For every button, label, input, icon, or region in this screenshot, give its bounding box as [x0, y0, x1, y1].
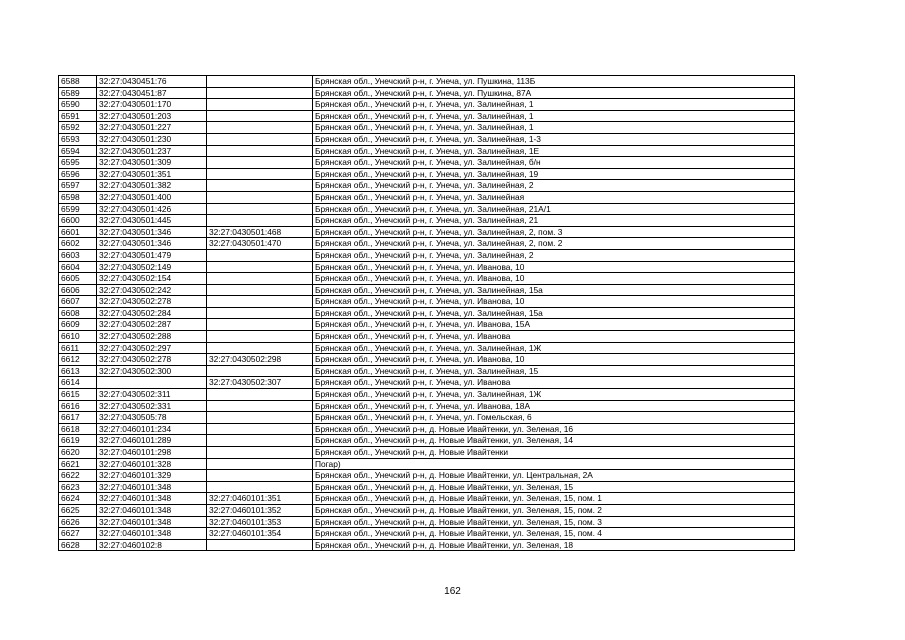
row-number-cell: 6588	[59, 76, 97, 88]
related-cadastral-number-cell: 32:27:0430501:470	[207, 238, 313, 250]
related-cadastral-number-cell	[207, 87, 313, 99]
table-row	[59, 470, 795, 482]
cadastral-number-cell: 32:27:0430502:242	[97, 284, 207, 296]
cadastral-number-cell: 32:27:0430502:288	[97, 331, 207, 343]
cadastral-number-cell: 32:27:0460101:348	[97, 493, 207, 505]
related-cadastral-number-cell	[207, 481, 313, 493]
table-row	[59, 203, 795, 215]
address-cell: Брянская обл., Унечский р-н, г. Унеча, ул. Залинейная, 1-3	[313, 133, 795, 145]
related-cadastral-number-cell	[207, 110, 313, 122]
address-cell: Брянская обл., Унечский р-н, г. Унеча, ул. Залинейная, б/н	[313, 157, 795, 169]
cadastral-number-cell: 32:27:0460101:329	[97, 470, 207, 482]
address-cell: Брянская обл., Унечский р-н, д. Новые Ивайтенки, ул. Зеленая, 15, пом. 1	[313, 493, 795, 505]
address-cell: Погар)	[313, 458, 795, 470]
row-number-cell: 6617	[59, 412, 97, 424]
table-row	[59, 226, 795, 238]
cadastral-number-cell: 32:27:0460102:8	[97, 539, 207, 551]
address-cell: Брянская обл., Унечский р-н, г. Унеча, ул. Залинейная, 21	[313, 215, 795, 227]
related-cadastral-number-cell	[207, 122, 313, 134]
table-row	[59, 191, 795, 203]
table-row	[59, 238, 795, 250]
related-cadastral-number-cell	[207, 191, 313, 203]
table-row	[59, 493, 795, 505]
address-cell: Брянская обл., Унечский р-н, г. Унеча, ул. Залинейная, 15а	[313, 284, 795, 296]
table-row	[59, 99, 795, 111]
address-cell: Брянская обл., Унечский р-н, г. Унеча, ул. Залинейная	[313, 191, 795, 203]
row-number-cell: 6615	[59, 389, 97, 401]
address-cell: Брянская обл., Унечский р-н, г. Унеча, ул. Пушкина, 113Б	[313, 76, 795, 88]
related-cadastral-number-cell	[207, 157, 313, 169]
row-number-cell: 6610	[59, 331, 97, 343]
table-row	[59, 354, 795, 366]
address-cell: Брянская обл., Унечский р-н, г. Унеча, ул. Залинейная, 1	[313, 110, 795, 122]
address-cell: Брянская обл., Унечский р-н, г. Унеча, ул. Залинейная, 19	[313, 168, 795, 180]
cadastral-number-cell: 32:27:0430502:284	[97, 307, 207, 319]
address-cell: Брянская обл., Унечский р-н, г. Унеча, ул. Залинейная, 21А/1	[313, 203, 795, 215]
table-row	[59, 157, 795, 169]
row-number-cell: 6609	[59, 319, 97, 331]
table-row	[59, 342, 795, 354]
address-cell: Брянская обл., Унечский р-н, г. Унеча, ул. Иванова, 15А	[313, 319, 795, 331]
cadastral-number-cell: 32:27:0430451:76	[97, 76, 207, 88]
row-number-cell: 6614	[59, 377, 97, 389]
address-cell: Брянская обл., Унечский р-н, г. Унеча, ул. Иванова, 10	[313, 261, 795, 273]
table-row	[59, 458, 795, 470]
row-number-cell: 6589	[59, 87, 97, 99]
table-row	[59, 423, 795, 435]
related-cadastral-number-cell	[207, 307, 313, 319]
related-cadastral-number-cell: 32:27:0430502:298	[207, 354, 313, 366]
cadastral-number-cell: 32:27:0430501:400	[97, 191, 207, 203]
related-cadastral-number-cell	[207, 331, 313, 343]
address-cell: Брянская обл., Унечский р-н, д. Новые Ивайтенки, ул. Зеленая, 18	[313, 539, 795, 551]
address-cell: Брянская обл., Унечский р-н, г. Унеча, ул. Залинейная, 1Е	[313, 145, 795, 157]
cadastral-number-cell: 32:27:0430502:311	[97, 389, 207, 401]
row-number-cell: 6602	[59, 238, 97, 250]
related-cadastral-number-cell: 32:27:0460101:352	[207, 504, 313, 516]
row-number-cell: 6616	[59, 400, 97, 412]
table-row	[59, 539, 795, 551]
row-number-cell: 6600	[59, 215, 97, 227]
address-cell: Брянская обл., Унечский р-н, г. Унеча, ул. Залинейная, 15	[313, 365, 795, 377]
table-row	[59, 365, 795, 377]
cadastral-number-cell: 32:27:0430502:278	[97, 354, 207, 366]
table-row	[59, 261, 795, 273]
row-number-cell: 6607	[59, 296, 97, 308]
related-cadastral-number-cell: 32:27:0460101:353	[207, 516, 313, 528]
row-number-cell: 6599	[59, 203, 97, 215]
cadastral-number-cell: 32:27:0460101:298	[97, 447, 207, 459]
related-cadastral-number-cell	[207, 389, 313, 401]
cadastral-number-cell: 32:27:0430501:445	[97, 215, 207, 227]
row-number-cell: 6596	[59, 168, 97, 180]
address-cell: Брянская обл., Унечский р-н, г. Унеча, ул. Иванова, 18А	[313, 400, 795, 412]
cadastral-number-cell: 32:27:0430505:78	[97, 412, 207, 424]
row-number-cell: 6595	[59, 157, 97, 169]
table-row	[59, 168, 795, 180]
related-cadastral-number-cell	[207, 273, 313, 285]
table-row	[59, 481, 795, 493]
row-number-cell: 6621	[59, 458, 97, 470]
row-number-cell: 6626	[59, 516, 97, 528]
row-number-cell: 6625	[59, 504, 97, 516]
table-row	[59, 76, 795, 88]
row-number-cell: 6622	[59, 470, 97, 482]
table-row	[59, 215, 795, 227]
row-number-cell: 6603	[59, 249, 97, 261]
table-row	[59, 504, 795, 516]
cadastral-number-cell: 32:27:0460101:348	[97, 516, 207, 528]
related-cadastral-number-cell	[207, 296, 313, 308]
related-cadastral-number-cell	[207, 76, 313, 88]
related-cadastral-number-cell	[207, 99, 313, 111]
table-row	[59, 122, 795, 134]
table-row	[59, 412, 795, 424]
related-cadastral-number-cell	[207, 447, 313, 459]
related-cadastral-number-cell	[207, 168, 313, 180]
row-number-cell: 6620	[59, 447, 97, 459]
row-number-cell: 6601	[59, 226, 97, 238]
cadastral-number-cell	[97, 377, 207, 389]
cadastral-number-cell: 32:27:0430501:346	[97, 226, 207, 238]
address-cell: Брянская обл., Унечский р-н, д. Новые Ивайтенки, ул. Зеленая, 15, пом. 4	[313, 528, 795, 540]
address-cell: Брянская обл., Унечский р-н, г. Унеча, ул. Иванова	[313, 377, 795, 389]
table-row	[59, 133, 795, 145]
row-number-cell: 6613	[59, 365, 97, 377]
address-cell: Брянская обл., Унечский р-н, г. Унеча, ул. Залинейная, 1Ж	[313, 342, 795, 354]
table-row	[59, 307, 795, 319]
cadastral-number-cell: 32:27:0430502:297	[97, 342, 207, 354]
address-cell: Брянская обл., Унечский р-н, г. Унеча, ул. Залинейная, 1Ж	[313, 389, 795, 401]
cadastral-number-cell: 32:27:0430501:351	[97, 168, 207, 180]
address-cell: Брянская обл., Унечский р-н, г. Унеча, ул. Иванова, 10	[313, 354, 795, 366]
address-cell: Брянская обл., Унечский р-н, г. Унеча, ул. Залинейная, 1	[313, 99, 795, 111]
table-row	[59, 319, 795, 331]
row-number-cell: 6593	[59, 133, 97, 145]
related-cadastral-number-cell: 32:27:0430501:468	[207, 226, 313, 238]
table-row	[59, 145, 795, 157]
cadastral-number-cell: 32:27:0430501:227	[97, 122, 207, 134]
cadastral-number-cell: 32:27:0430501:426	[97, 203, 207, 215]
table-row	[59, 110, 795, 122]
cadastral-table-body	[59, 76, 795, 551]
related-cadastral-number-cell: 32:27:0460101:354	[207, 528, 313, 540]
cadastral-number-cell: 32:27:0430501:230	[97, 133, 207, 145]
row-number-cell: 6627	[59, 528, 97, 540]
table-row	[59, 400, 795, 412]
related-cadastral-number-cell: 32:27:0460101:351	[207, 493, 313, 505]
related-cadastral-number-cell	[207, 342, 313, 354]
address-cell: Брянская обл., Унечский р-н, г. Унеча, ул. Иванова	[313, 331, 795, 343]
related-cadastral-number-cell	[207, 412, 313, 424]
row-number-cell: 6624	[59, 493, 97, 505]
address-cell: Брянская обл., Унечский р-н, д. Новые Ивайтенки, ул. Зеленая, 15, пом. 2	[313, 504, 795, 516]
row-number-cell: 6618	[59, 423, 97, 435]
address-cell: Брянская обл., Унечский р-н, д. Новые Ивайтенки, ул. Зеленая, 15, пом. 3	[313, 516, 795, 528]
cadastral-number-cell: 32:27:0430501:170	[97, 99, 207, 111]
table-row	[59, 296, 795, 308]
table-row	[59, 528, 795, 540]
cadastral-number-cell: 32:27:0430502:287	[97, 319, 207, 331]
table-row	[59, 273, 795, 285]
related-cadastral-number-cell	[207, 400, 313, 412]
related-cadastral-number-cell	[207, 145, 313, 157]
address-cell: Брянская обл., Унечский р-н, г. Унеча, ул. Гомельская, 6	[313, 412, 795, 424]
row-number-cell: 6612	[59, 354, 97, 366]
table-row	[59, 435, 795, 447]
table-row	[59, 447, 795, 459]
row-number-cell: 6619	[59, 435, 97, 447]
related-cadastral-number-cell	[207, 203, 313, 215]
row-number-cell: 6606	[59, 284, 97, 296]
cadastral-number-cell: 32:27:0460101:234	[97, 423, 207, 435]
row-number-cell: 6608	[59, 307, 97, 319]
cadastral-number-cell: 32:27:0430501:203	[97, 110, 207, 122]
row-number-cell: 6592	[59, 122, 97, 134]
table-row	[59, 377, 795, 389]
cadastral-number-cell: 32:27:0430502:300	[97, 365, 207, 377]
address-cell: Брянская обл., Унечский р-н, г. Унеча, ул. Залинейная, 1	[313, 122, 795, 134]
related-cadastral-number-cell	[207, 423, 313, 435]
row-number-cell: 6628	[59, 539, 97, 551]
cadastral-number-cell: 32:27:0430502:149	[97, 261, 207, 273]
address-cell: Брянская обл., Унечский р-н, г. Унеча, ул. Залинейная, 15а	[313, 307, 795, 319]
row-number-cell: 6623	[59, 481, 97, 493]
related-cadastral-number-cell	[207, 458, 313, 470]
related-cadastral-number-cell	[207, 470, 313, 482]
related-cadastral-number-cell	[207, 284, 313, 296]
related-cadastral-number-cell	[207, 539, 313, 551]
address-cell: Брянская обл., Унечский р-н, г. Унеча, ул. Иванова, 10	[313, 296, 795, 308]
related-cadastral-number-cell	[207, 435, 313, 447]
cadastral-number-cell: 32:27:0460101:328	[97, 458, 207, 470]
address-cell: Брянская обл., Унечский р-н, г. Унеча, ул. Пушкина, 87А	[313, 87, 795, 99]
cadastral-number-cell: 32:27:0430502:278	[97, 296, 207, 308]
address-cell: Брянская обл., Унечский р-н, г. Унеча, ул. Залинейная, 2, пом. 3	[313, 226, 795, 238]
cadastral-number-cell: 32:27:0430501:309	[97, 157, 207, 169]
cadastral-table	[58, 75, 795, 551]
address-cell: Брянская обл., Унечский р-н, г. Унеча, ул. Залинейная, 2	[313, 180, 795, 192]
related-cadastral-number-cell	[207, 133, 313, 145]
address-cell: Брянская обл., Унечский р-н, д. Новые Ивайтенки	[313, 447, 795, 459]
related-cadastral-number-cell	[207, 365, 313, 377]
related-cadastral-number-cell	[207, 180, 313, 192]
cadastral-number-cell: 32:27:0460101:348	[97, 504, 207, 516]
table-row	[59, 249, 795, 261]
cadastral-number-cell: 32:27:0430451:87	[97, 87, 207, 99]
row-number-cell: 6591	[59, 110, 97, 122]
cadastral-number-cell: 32:27:0430501:479	[97, 249, 207, 261]
cadastral-number-cell: 32:27:0430501:237	[97, 145, 207, 157]
cadastral-number-cell: 32:27:0460101:348	[97, 528, 207, 540]
page-number: 162	[444, 586, 461, 597]
related-cadastral-number-cell	[207, 215, 313, 227]
address-cell: Брянская обл., Унечский р-н, д. Новые Ивайтенки, ул. Зеленая, 14	[313, 435, 795, 447]
table-row	[59, 284, 795, 296]
related-cadastral-number-cell	[207, 319, 313, 331]
related-cadastral-number-cell	[207, 249, 313, 261]
address-cell: Брянская обл., Унечский р-н, д. Новые Ивайтенки, ул. Зеленая, 16	[313, 423, 795, 435]
table-row	[59, 389, 795, 401]
table-row	[59, 87, 795, 99]
address-cell: Брянская обл., Унечский р-н, г. Унеча, ул. Залинейная, 2	[313, 249, 795, 261]
cadastral-number-cell: 32:27:0460101:289	[97, 435, 207, 447]
cadastral-number-cell: 32:27:0430502:331	[97, 400, 207, 412]
cadastral-number-cell: 32:27:0430502:154	[97, 273, 207, 285]
address-cell: Брянская обл., Унечский р-н, д. Новые Ивайтенки, ул. Центральная, 2А	[313, 470, 795, 482]
table-row	[59, 516, 795, 528]
row-number-cell: 6604	[59, 261, 97, 273]
address-cell: Брянская обл., Унечский р-н, г. Унеча, ул. Залинейная, 2, пом. 2	[313, 238, 795, 250]
row-number-cell: 6598	[59, 191, 97, 203]
row-number-cell: 6594	[59, 145, 97, 157]
row-number-cell: 6597	[59, 180, 97, 192]
cadastral-number-cell: 32:27:0430501:346	[97, 238, 207, 250]
related-cadastral-number-cell: 32:27:0430502:307	[207, 377, 313, 389]
related-cadastral-number-cell	[207, 261, 313, 273]
cadastral-number-cell: 32:27:0430501:382	[97, 180, 207, 192]
row-number-cell: 6611	[59, 342, 97, 354]
table-row	[59, 180, 795, 192]
cadastral-number-cell: 32:27:0460101:348	[97, 481, 207, 493]
row-number-cell: 6605	[59, 273, 97, 285]
table-row	[59, 331, 795, 343]
address-cell: Брянская обл., Унечский р-н, д. Новые Ивайтенки, ул. Зеленая, 15	[313, 481, 795, 493]
address-cell: Брянская обл., Унечский р-н, г. Унеча, ул. Иванова, 10	[313, 273, 795, 285]
row-number-cell: 6590	[59, 99, 97, 111]
